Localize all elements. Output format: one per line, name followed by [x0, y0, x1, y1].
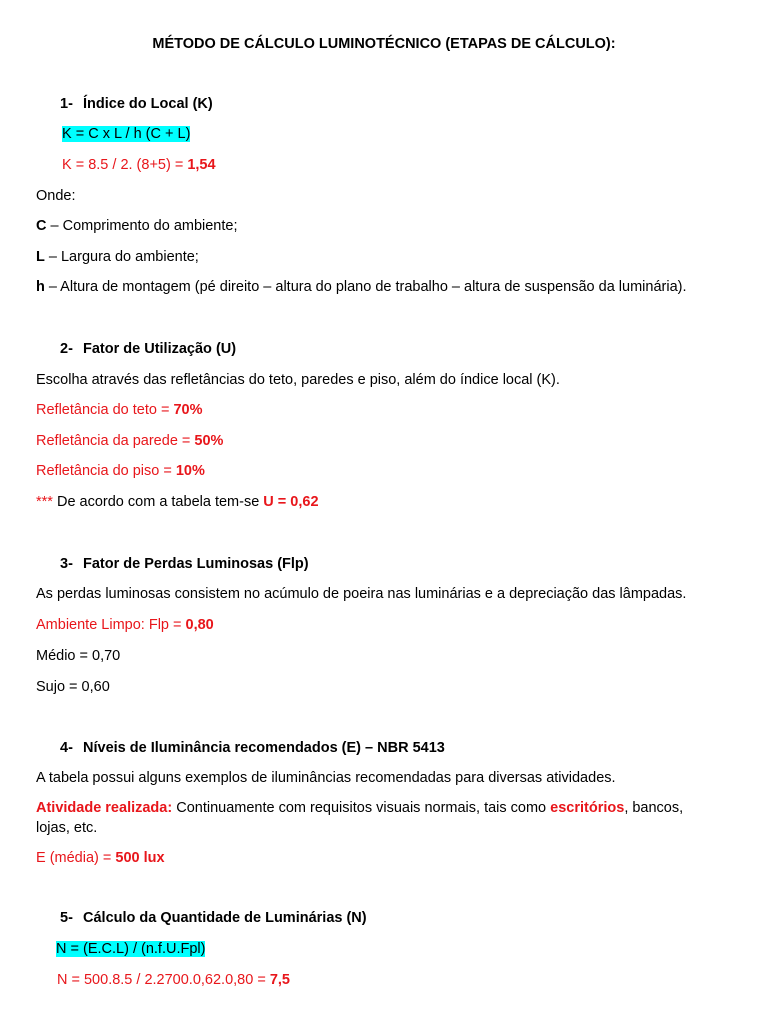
- section-3-heading: [60, 555, 309, 573]
- section-title: Fator de Utilização (U): [83, 341, 237, 357]
- atividade-line: Atividade realizada: Continuamente com requisitos visuais normais, tais como escritórios, bancos,: [36, 800, 684, 816]
- refletancia-piso: Refletância do piso = 10%: [36, 463, 205, 479]
- formula-n: [56, 940, 205, 958]
- formula-k: [62, 125, 190, 143]
- calc-k-result: 1,54: [187, 157, 216, 173]
- calc-k: K = 8.5 / 2. (8+5) = 1,54: [62, 157, 216, 173]
- section-title: Níveis de Iluminância recomendados (E) – NBR 5413: [83, 740, 445, 756]
- calc-n-result: 7,5: [269, 972, 291, 988]
- section-2-heading: [60, 340, 236, 358]
- refletancia-parede: Refletância da parede = 50%: [36, 433, 224, 449]
- flp-medio: Médio = 0,70: [36, 648, 121, 664]
- page-title: MÉTODO DE CÁLCULO LUMINOTÉCNICO (ETAPAS DE CÁLCULO):: [152, 36, 616, 52]
- flp-sujo: Sujo = 0,60: [36, 679, 110, 695]
- atividade-line-2: lojas, etc.: [36, 820, 98, 836]
- refletancia-teto: Refletância do teto = 70%: [36, 402, 203, 418]
- definition-l: L – Largura do ambiente;: [36, 249, 199, 265]
- section-number: 5-: [60, 910, 73, 926]
- onde-label: Onde:: [36, 188, 76, 204]
- u-note: *** De acordo com a tabela tem-se U = 0,62: [36, 494, 319, 510]
- calc-n: N = 500.8.5 / 2.2700.0,62.0,80 = 7,5: [57, 972, 291, 988]
- u-result: U = 0,62: [263, 494, 319, 510]
- section-title: Índice do Local (K): [83, 96, 213, 112]
- highlighted-formula: N = (E.C.L) / (n.f.U.Fpl): [56, 941, 206, 957]
- section-number: 2-: [60, 341, 73, 357]
- section-2-intro: Escolha através das refletâncias do teto, paredes e piso, além do índice local (K).: [36, 372, 560, 388]
- section-number: 1-: [60, 96, 73, 112]
- e-media: E (média) = 500 lux: [36, 850, 165, 866]
- section-3-intro: As perdas luminosas consistem no acúmulo de poeira nas luminárias e a depreciação das lâmpadas.: [36, 586, 687, 602]
- section-title: Fator de Perdas Luminosas (Flp): [83, 556, 309, 572]
- definition-c: C – Comprimento do ambiente;: [36, 218, 238, 234]
- section-title: Cálculo da Quantidade de Luminárias (N): [83, 910, 367, 926]
- flp-limpo: Ambiente Limpo: Flp = 0,80: [36, 617, 214, 633]
- section-number: 3-: [60, 556, 73, 572]
- section-4-intro: A tabela possui alguns exemplos de iluminâncias recomendadas para diversas atividades.: [36, 770, 616, 786]
- section-1-heading: [60, 95, 213, 113]
- definition-h: h – Altura de montagem (pé direito – altura do plano de trabalho – altura de suspensão da luminária).: [36, 279, 687, 295]
- section-4-heading: [60, 739, 445, 757]
- section-number: 4-: [60, 740, 73, 756]
- highlighted-formula: K = C x L / h (C + L): [62, 126, 191, 142]
- section-5-heading: [60, 909, 367, 927]
